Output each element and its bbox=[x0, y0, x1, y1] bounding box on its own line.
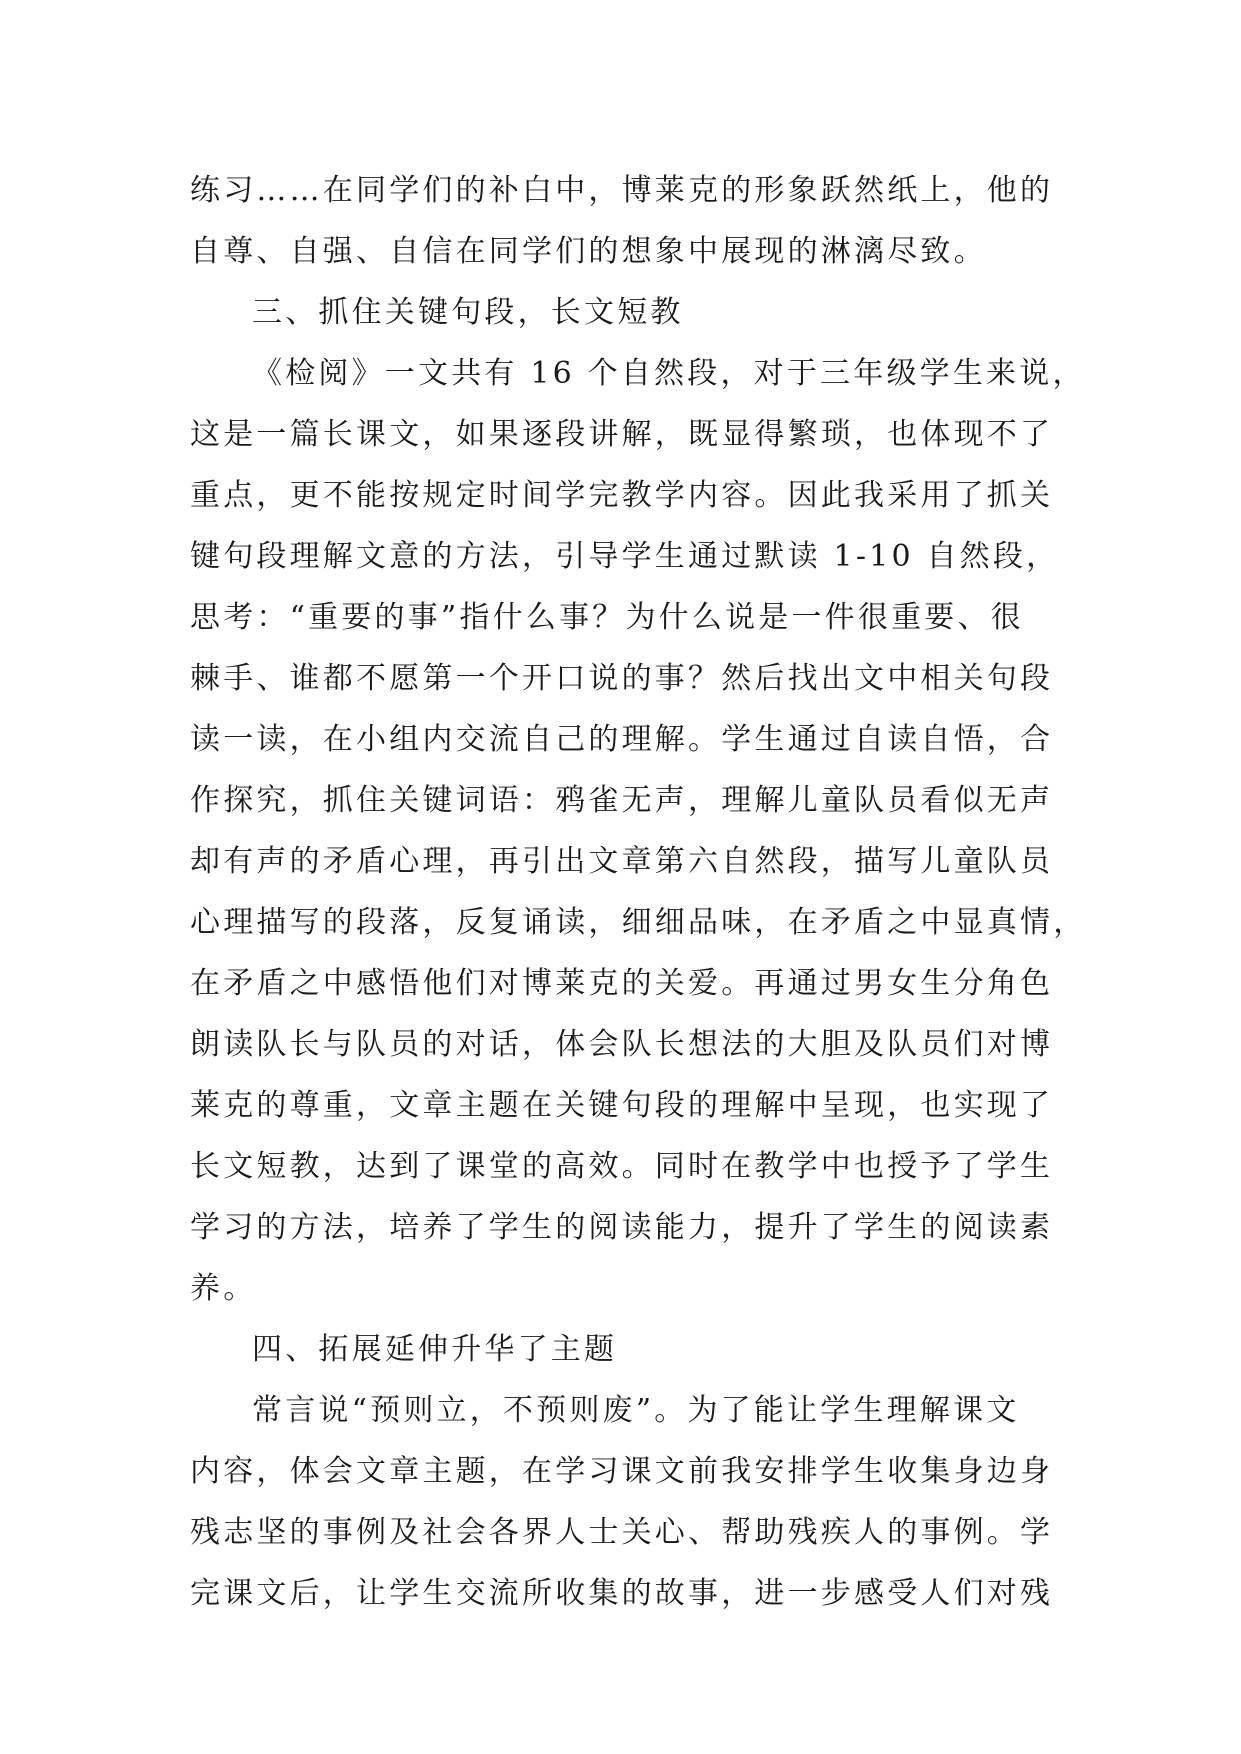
text-line: 内容，体会文章主题，在学习课文前我安排学生收集身边身 bbox=[190, 1454, 1054, 1489]
text-line: 常言说“预则立，不预则废”。为了能让学生理解课文 bbox=[252, 1393, 1020, 1428]
body-text bbox=[190, 160, 1087, 1624]
section-heading: 四、拓展延伸升华了主题 bbox=[252, 1332, 618, 1367]
text-line: 读一读，在小组内交流自己的理解。学生通过自读自悟，合 bbox=[190, 722, 1054, 757]
text-line: 心理描写的段落，反复诵读，细细品味，在矛盾之中显真情， bbox=[190, 905, 1087, 940]
text-line: 养。 bbox=[190, 1271, 257, 1306]
text-line: 却有声的矛盾心理，再引出文章第六自然段，描写儿童队员 bbox=[190, 844, 1054, 879]
text-line: 长文短教，达到了课堂的高效。同时在教学中也授予了学生 bbox=[190, 1149, 1054, 1184]
text-line: 棘手、谁都不愿第一个开口说的事？然后找出文中相关句段 bbox=[190, 661, 1054, 696]
text-line: 作探究，抓住关键词语：鸦雀无声，理解儿童队员看似无声 bbox=[190, 783, 1054, 818]
text-line: 思考：“重要的事”指什么事？为什么说是一件很重要、很 bbox=[190, 600, 1024, 635]
text-line: 键句段理解文意的方法，引导学生通过默读 1-10 自然段， bbox=[190, 539, 1060, 574]
text-line: 学习的方法，培养了学生的阅读能力，提升了学生的阅读素 bbox=[190, 1210, 1054, 1245]
text-line: 这是一篇长课文，如果逐段讲解，既显得繁琐，也体现不了 bbox=[190, 417, 1054, 452]
section-heading: 三、抓住关键句段，长文短教 bbox=[252, 295, 684, 330]
text-line: 莱克的尊重，文章主题在关键句段的理解中呈现，也实现了 bbox=[190, 1088, 1054, 1123]
text-line: 残志坚的事例及社会各界人士关心、帮助残疾人的事例。学 bbox=[190, 1515, 1054, 1550]
text-line: 在矛盾之中感悟他们对博莱克的关爱。再通过男女生分角色 bbox=[190, 966, 1054, 1001]
text-line: 自尊、自强、自信在同学们的想象中展现的淋漓尽致。 bbox=[190, 234, 987, 269]
text-line: 重点，更不能按规定时间学完教学内容。因此我采用了抓关 bbox=[190, 478, 1054, 513]
text-line: 朗读队长与队员的对话，体会队长想法的大胆及队员们对博 bbox=[190, 1027, 1054, 1062]
text-line: 练习……在同学们的补白中，博莱克的形象跃然纸上，他的 bbox=[190, 173, 1054, 208]
text-line: 完课文后，让学生交流所收集的故事，进一步感受人们对残 bbox=[190, 1576, 1054, 1611]
text-line: 《检阅》一文共有 16 个自然段，对于三年级学生来说， bbox=[252, 356, 1086, 391]
